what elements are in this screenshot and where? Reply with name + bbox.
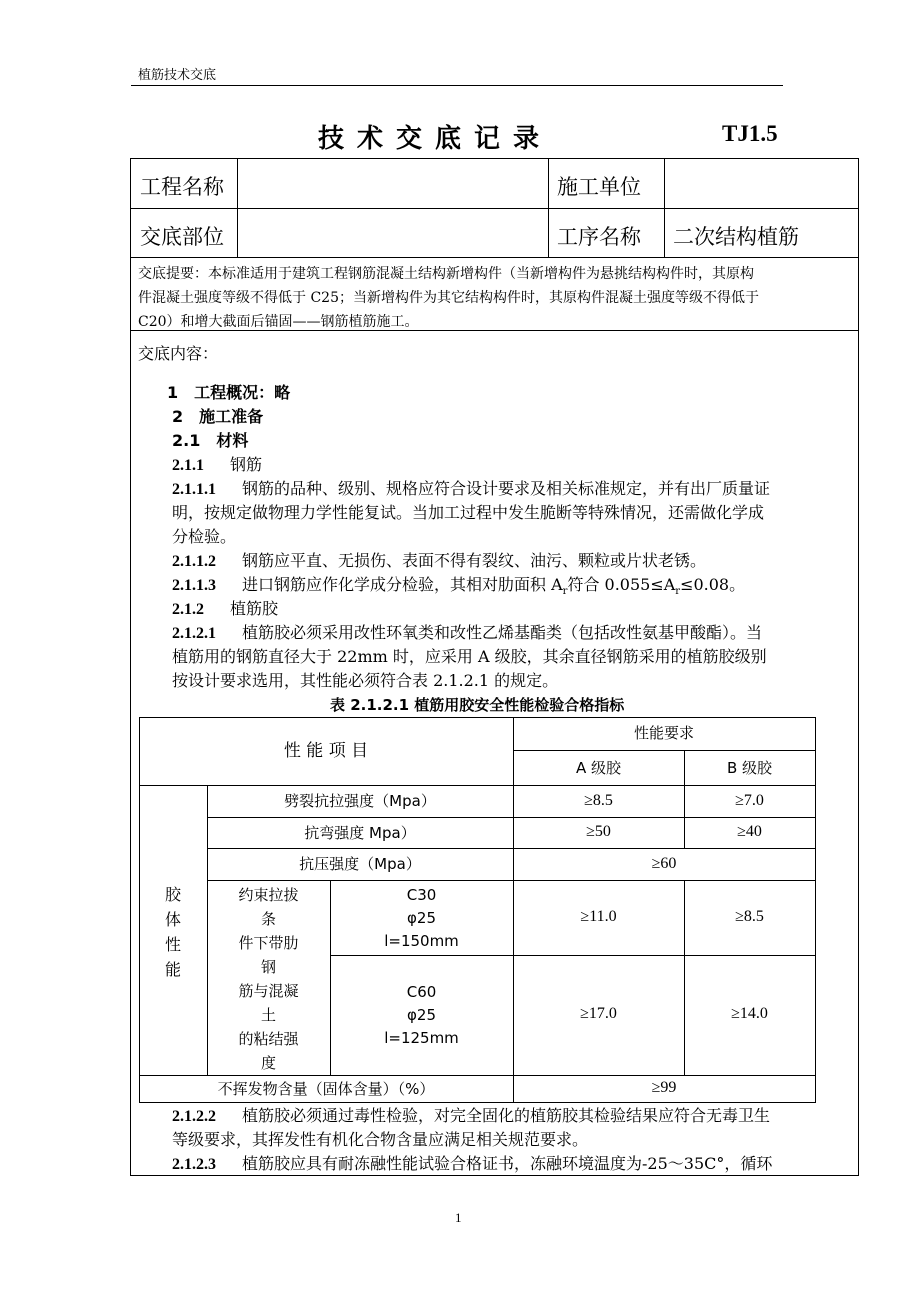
paragraph-line: 明，按规定做物理力学性能复试。当加工过程中发生脆断等特殊情况，还需做化学成 <box>172 503 765 522</box>
group-label-adhesive-performance <box>139 882 207 982</box>
row-nonvolatile-label: 不挥发物含量（固体含量）（%） <box>217 1080 435 1098</box>
info-row-divider <box>130 208 859 209</box>
table-header-grade-b: B 级胶 <box>726 759 773 777</box>
subscript: r <box>562 586 568 598</box>
row-compressive-ab: ≥60 <box>651 855 677 872</box>
project-name-label: 工程名称 <box>140 175 224 199</box>
table-line <box>513 750 815 751</box>
group-char: 能 <box>164 960 181 979</box>
label-line: 土 <box>260 1006 276 1024</box>
paragraph-2-1-2-3 <box>172 1152 772 1177</box>
group-char: 体 <box>164 910 181 929</box>
location-label: 交底部位 <box>140 225 224 249</box>
section-title: 植筋胶 <box>230 599 279 618</box>
label-line: 筋与混凝 <box>238 982 299 1000</box>
label-line: 约束拉拔 <box>238 886 299 904</box>
row-flexural-a: ≥50 <box>586 823 611 840</box>
section-number: 2.1.1.2 <box>172 553 216 570</box>
paragraph-line: 分检验。 <box>172 527 237 546</box>
summary-line: 交底提要：本标准适用于建筑工程钢筋混凝土结构新增构件（当新增构件为悬挑结构构件时，其原构 <box>138 266 754 282</box>
table-header-item: 性 能 项 目 <box>283 741 369 761</box>
table-line <box>207 848 815 849</box>
info-col-divider-2 <box>548 158 549 258</box>
condition-line: C30 <box>406 886 437 904</box>
paragraph-line: 等级要求，其挥发性有机化合物含量应满足相关规范要求。 <box>172 1130 589 1149</box>
summary-block <box>138 262 854 334</box>
section-number: 2.1.2.2 <box>172 1108 216 1125</box>
condition-line: φ25 <box>407 1006 436 1024</box>
row-splitting-tensile-label: 劈裂抗拉强度（Mpa） <box>284 792 436 810</box>
info-col-divider-1 <box>237 158 238 258</box>
row-flexural-label: 抗弯强度 Mpa） <box>304 824 416 842</box>
condition-c30 <box>330 884 513 953</box>
section-number: 2.1.1.1 <box>172 481 216 498</box>
table-line <box>139 785 815 786</box>
process-value: 二次结构植筋 <box>673 225 799 249</box>
section-2-1-2-heading <box>172 597 278 622</box>
subscript: r <box>675 586 681 598</box>
row-nonvolatile-ab: ≥99 <box>651 1079 677 1096</box>
group-char: 胶 <box>164 885 181 904</box>
bond-c60-a: ≥17.0 <box>580 1005 617 1022</box>
summary-line: 件混凝土强度等级不得低于 C25；当新增构件为其它结构构件时，其原构件混凝土强度等级不得低于 <box>138 290 759 306</box>
condition-line: φ25 <box>407 909 436 927</box>
paragraph-line: 植筋用的钢筋直径大于 22mm 时，应采用 A 级胶，其余直径钢筋采用的植筋胶级别 <box>172 647 767 666</box>
table-line <box>139 1075 815 1076</box>
paragraph-line: 植筋胶必须通过毒性检验，对完全固化的植筋胶其检验结果应符合无毒卫生 <box>242 1106 771 1125</box>
info-bottom-divider <box>130 257 859 258</box>
paragraph-text: 进口钢筋应作化学成分检验，其相对肋面积 A <box>242 575 563 594</box>
condition-line: l=150mm <box>384 932 459 950</box>
label-line: 度 <box>260 1054 276 1072</box>
condition-c60 <box>330 981 513 1050</box>
header-rule <box>131 85 783 86</box>
paragraph-text: 符合 0.055≤A <box>567 575 676 594</box>
bond-c60-b: ≥14.0 <box>731 1005 768 1022</box>
table-line <box>207 880 815 881</box>
table-line <box>139 717 815 718</box>
running-header: 植筋技术交底 <box>138 68 217 83</box>
document-title: 技术交底记录 <box>318 124 553 154</box>
section-number: 2.1.2 <box>172 601 204 618</box>
group-char: 性 <box>164 935 181 954</box>
paragraph-2-1-1-2 <box>172 549 706 574</box>
label-line: 钢 <box>260 958 276 976</box>
table-header-requirement: 性能要求 <box>633 724 694 742</box>
paragraph-2-1-1-1 <box>172 477 770 502</box>
info-col-divider-3 <box>664 158 665 258</box>
section-2-heading: 2 施工准备 <box>172 407 264 426</box>
table-line <box>207 817 815 818</box>
label-line: 件下带肋 <box>238 934 299 952</box>
section-title: 钢筋 <box>230 455 263 474</box>
page-number: 1 <box>455 1210 462 1225</box>
section-2-1-heading: 2.1 材料 <box>172 431 249 450</box>
table-line <box>815 717 816 1103</box>
paragraph-line: 钢筋应平直、无损伤、表面不得有裂纹、油污、颗粒或片状老锈。 <box>242 551 707 570</box>
bond-strength-label <box>207 883 330 1075</box>
condition-line: C60 <box>406 983 437 1001</box>
table-header-grade-a: A 级胶 <box>575 759 622 777</box>
row-splitting-tensile-a: ≥8.5 <box>584 792 613 809</box>
bond-c30-b: ≥8.5 <box>735 908 764 925</box>
document-code: TJ1.5 <box>722 121 778 146</box>
bond-c30-a: ≥11.0 <box>580 908 617 925</box>
table-caption: 表 2.1.2.1 植筋用胶安全性能检验合格指标 <box>330 696 625 714</box>
section-number: 2.1.1 <box>172 457 204 474</box>
row-compressive-label: 抗压强度（Mpa） <box>299 855 421 873</box>
condition-line: l=125mm <box>384 1029 459 1047</box>
section-number: 2.1.2.1 <box>172 625 216 642</box>
content-label: 交底内容： <box>138 344 219 363</box>
row-flexural-b: ≥40 <box>737 823 762 840</box>
label-line: 条 <box>260 910 276 928</box>
section-1-heading: 1 工程概况：略 <box>167 383 291 402</box>
label-line: 的粘结强 <box>238 1030 299 1048</box>
paragraph-line: 植筋胶应具有耐冻融性能试验合格证书，冻融环境温度为-25～35C°，循环 <box>242 1154 773 1173</box>
paragraph-line: 植筋胶必须采用改性环氧类和改性乙烯基酯类（包括改性氨基甲酸酯）。当 <box>242 623 763 642</box>
section-number: 2.1.2.3 <box>172 1156 216 1173</box>
table-line <box>330 955 815 956</box>
contractor-label: 施工单位 <box>557 175 641 199</box>
row-splitting-tensile-b: ≥7.0 <box>735 792 764 809</box>
paragraph-2-1-2-2 <box>172 1104 770 1129</box>
paragraph-line: 钢筋的品种、级别、规格应符合设计要求及相关标准规定，并有出厂质量证 <box>242 479 771 498</box>
paragraph-text: ≤0.08。 <box>680 575 746 594</box>
process-label: 工序名称 <box>557 225 641 249</box>
section-number: 2.1.1.3 <box>172 577 216 594</box>
table-line <box>139 1102 815 1103</box>
section-2-1-1-heading <box>172 453 262 478</box>
paragraph-line: 按设计要求选用，其性能必须符合表 2.1.2.1 的规定。 <box>172 671 559 690</box>
summary-line: C20）和增大截面后锚固——钢筋植筋施工。 <box>138 314 419 330</box>
paragraph-2-1-2-1 <box>172 621 762 646</box>
